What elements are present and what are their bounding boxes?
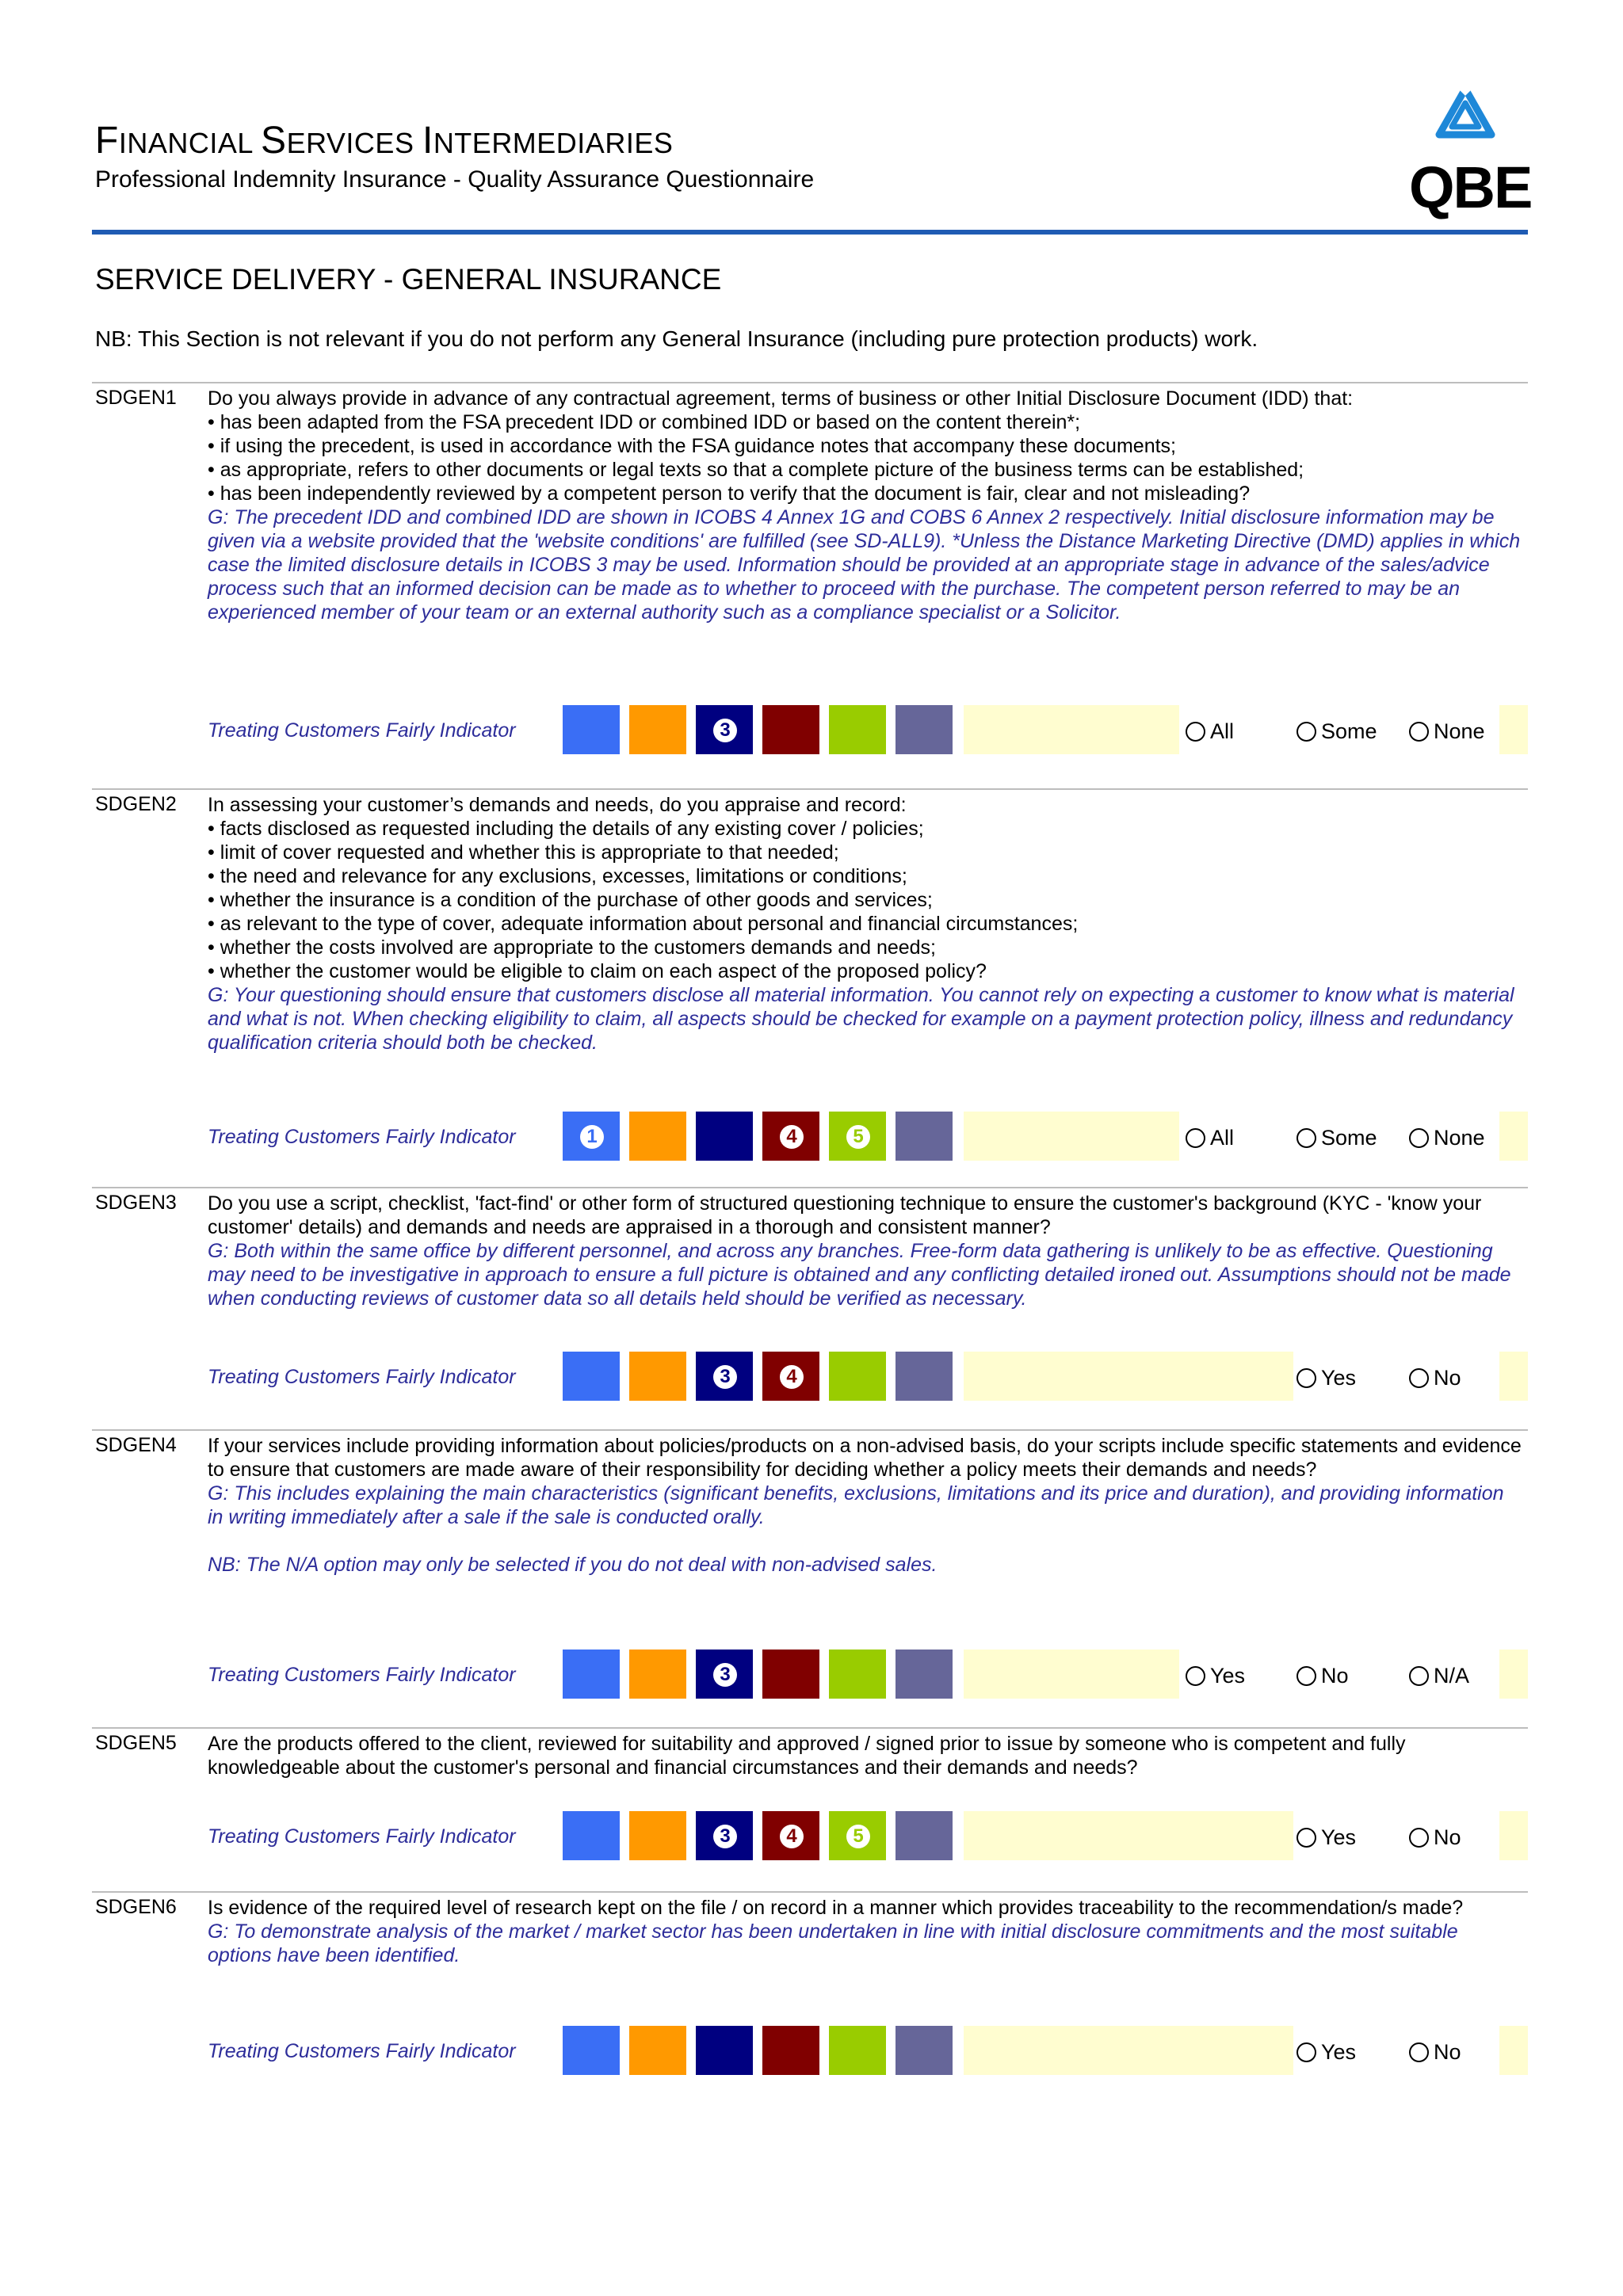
answer-field-end (1499, 1112, 1528, 1161)
radio-circle-icon[interactable] (1296, 2042, 1316, 2062)
tcf-indicator-number: 4 (780, 1365, 804, 1389)
tcf-indicator-4 (762, 705, 819, 754)
answer-comment-field[interactable] (964, 705, 1179, 754)
answer-field-end (1499, 1650, 1528, 1699)
radio-option-label: No (1434, 1825, 1461, 1849)
question-guidance: G: Both within the same office by different personnel, and across any branches. Free-form data gathering is unlikely to be as effective. Questioning may need to be investigative in approach to ensure a full picture is obtained and any conflicting detailed ironed out. Assumptions should not be made when conducting reviews of customer data so all details held should be verified as necessary. (208, 1240, 1511, 1310)
radio-option-no[interactable] (1409, 1366, 1461, 1390)
radio-option-label: All (1210, 1126, 1235, 1150)
tcf-indicator-5 (829, 705, 886, 754)
title-rest-intermediaries: NTERMEDIARIES (433, 127, 674, 159)
radio-option-label: All (1210, 719, 1235, 743)
section-title: SERVICE DELIVERY - GENERAL INSURANCE (95, 263, 722, 296)
tcf-label: Treating Customers Fairly Indicator (208, 1664, 516, 1686)
radio-option-label: None (1434, 1126, 1485, 1150)
tcf-indicator-3 (696, 2026, 753, 2075)
section-note: NB: This Section is not relevant if you do not perform any General Insurance (including pure protection products) work. (95, 326, 1258, 351)
question-code: SDGEN6 (95, 1896, 177, 1918)
tcf-indicator-6 (896, 1352, 953, 1401)
question-block-1 (92, 382, 1528, 743)
question-body (208, 1896, 1523, 1967)
question-text: In assessing your customer’s demands and needs, do you appraise and record: • facts disclosed as requested including the details of any existing cover / policies; • limit of cover requested and whether this is appropriate to that needed; • the need and relevance for any exclusions, excesses, limitations or conditions; • whether the insurance is a condition of the purchase of other goods and services; • as relevant to the type of cover, adequate information about personal and financial circumstances; • whether the costs involved are appropriate to the customers demands and needs; • whether the customer would be eligible to claim on each aspect of the proposed policy? (208, 794, 1079, 982)
question-text: If your services include providing information about policies/products on a non-advised basis, do your scripts include specific statements and evidence to ensure that customers are made aware of their responsibility for deciding whether a policy meets their demands and needs? (208, 1435, 1522, 1481)
question-body (208, 1192, 1523, 1310)
tcf-indicator-5 (829, 1112, 886, 1161)
tcf-indicator-row (92, 1811, 1528, 1862)
tcf-indicator-1 (563, 1112, 620, 1161)
header-divider (92, 230, 1528, 235)
tcf-indicator-row (92, 1352, 1528, 1402)
tcf-indicator-2 (629, 1650, 686, 1699)
document-title (95, 119, 673, 162)
qbe-logo-icon (1430, 82, 1501, 146)
radio-option-na[interactable] (1409, 1664, 1469, 1688)
question-guidance: G: The precedent IDD and combined IDD are shown in ICOBS 4 Annex 1G and COBS 6 Annex 2 respectively. Initial disclosure information may be given via a website provided that the 'website conditions' are fulfilled (see SD-ALL9). *Unless the Distance Marketing Directive (DMD) applies in which case the limited disclosure details in ICOBS 3 may be used. Information should be provided at an appropriate stage in advance of the sales/advice process such that an informed decision can be made as to whether to proceed with the purchase. The competent person referred to may be an experienced member of your team or an external authority such as a compliance specialist or a Solicitor. (208, 506, 1521, 624)
tcf-indicator-number: 4 (780, 1125, 804, 1149)
tcf-indicator-5 (829, 1811, 886, 1860)
question-text: Are the products offered to the client, reviewed for suitability and approved / signed prior to issue by someone who is competent and fully knowledgeable about the customer's personal and financial circumstances and their demands and needs? (208, 1733, 1406, 1779)
tcf-indicator-1 (563, 1650, 620, 1699)
tcf-indicator-number: 5 (846, 1125, 870, 1149)
tcf-indicator-4 (762, 1650, 819, 1699)
radio-option-yes[interactable] (1186, 1664, 1245, 1688)
radio-option-none[interactable] (1409, 1126, 1485, 1150)
tcf-indicator-4 (762, 1112, 819, 1161)
radio-circle-icon[interactable] (1409, 722, 1429, 742)
tcf-indicator-1 (563, 2026, 620, 2075)
tcf-indicator-4 (762, 1352, 819, 1401)
radio-option-label: No (1321, 1664, 1349, 1688)
tcf-indicator-number: 3 (713, 1365, 737, 1389)
radio-option-no[interactable] (1409, 2040, 1461, 2065)
tcf-indicator-row (92, 1112, 1528, 1162)
tcf-indicator-5 (829, 2026, 886, 2075)
tcf-label: Treating Customers Fairly Indicator (208, 2040, 516, 2062)
radio-option-label: Some (1321, 719, 1377, 743)
title-rest-financial: INANCIAL (118, 127, 262, 159)
tcf-indicator-6 (896, 2026, 953, 2075)
question-text: Is evidence of the required level of research kept on the file / on record in a manner which provides traceability to the recommendation/s made? (208, 1897, 1464, 1919)
question-guidance: G: Your questioning should ensure that customers disclose all material information. You cannot rely on expecting a customer to know what is material and what is not. When checking eligibility to claim, all aspects should be checked for example on a payment protection policy, illness and redundancy qualification criteria should both be checked. (208, 984, 1514, 1054)
tcf-indicator-number: 3 (713, 1663, 737, 1687)
answer-comment-field[interactable] (964, 1112, 1179, 1161)
answer-field-end (1499, 2026, 1528, 2075)
answer-field-end (1499, 705, 1528, 754)
radio-circle-icon[interactable] (1409, 2042, 1429, 2062)
radio-option-yes[interactable] (1296, 1366, 1356, 1390)
question-guidance: G: To demonstrate analysis of the market / market sector has been undertaken in line with initial disclosure commitments and the most suitable options have been identified. (208, 1920, 1458, 1966)
tcf-indicator-number: 1 (580, 1125, 604, 1149)
radio-option-yes[interactable] (1296, 2040, 1356, 2065)
radio-circle-icon[interactable] (1296, 722, 1316, 742)
tcf-indicator-row (92, 2026, 1528, 2077)
tcf-indicator-3 (696, 705, 753, 754)
tcf-indicator-6 (896, 1811, 953, 1860)
tcf-indicator-1 (563, 1811, 620, 1860)
answer-field-end (1499, 1811, 1528, 1860)
radio-circle-icon[interactable] (1186, 1666, 1205, 1686)
tcf-label: Treating Customers Fairly Indicator (208, 1366, 516, 1388)
radio-circle-icon[interactable] (1409, 1666, 1429, 1686)
question-block-4 (92, 1429, 1528, 1688)
radio-option-no[interactable] (1296, 1664, 1349, 1688)
qbe-logo-text: QBE (1409, 154, 1532, 220)
tcf-label: Treating Customers Fairly Indicator (208, 1126, 516, 1148)
radio-option-label: Yes (1321, 1825, 1357, 1849)
tcf-label: Treating Customers Fairly Indicator (208, 1825, 516, 1848)
tcf-indicator-5 (829, 1650, 886, 1699)
question-code: SDGEN1 (95, 387, 177, 409)
radio-option-label: Yes (1321, 2040, 1357, 2064)
document-subtitle: Professional Indemnity Insurance - Quality Assurance Questionnaire (95, 166, 815, 193)
tcf-indicator-3 (696, 1352, 753, 1401)
tcf-indicator-1 (563, 705, 620, 754)
question-guidance: G: This includes explaining the main characteristics (significant benefits, exclusions, limitations and its price and duration), and providing information in writing immediately after a sale if the sale is conducted orally. NB: The N/A option may only be selected if you do not deal with non-advised sales. (208, 1482, 1504, 1576)
tcf-indicator-2 (629, 1352, 686, 1401)
radio-circle-icon[interactable] (1186, 1128, 1205, 1148)
tcf-indicator-3 (696, 1650, 753, 1699)
question-code: SDGEN4 (95, 1434, 177, 1456)
tcf-indicator-number: 3 (713, 1825, 737, 1848)
radio-option-all[interactable] (1186, 719, 1234, 744)
tcf-indicator-6 (896, 705, 953, 754)
title-initial-i: I (422, 120, 433, 162)
question-block-2 (92, 788, 1528, 1150)
radio-circle-icon[interactable] (1296, 1666, 1316, 1686)
question-body (208, 1434, 1523, 1577)
tcf-indicator-4 (762, 2026, 819, 2075)
radio-circle-icon[interactable] (1409, 1368, 1429, 1388)
radio-option-yes[interactable] (1296, 1825, 1356, 1850)
radio-option-label: No (1434, 1366, 1461, 1390)
question-body (208, 793, 1523, 1055)
tcf-indicator-number: 4 (780, 1825, 804, 1848)
question-code: SDGEN5 (95, 1732, 177, 1754)
radio-circle-icon[interactable] (1409, 1828, 1429, 1848)
tcf-indicator-row (92, 1650, 1528, 1700)
tcf-indicator-4 (762, 1811, 819, 1860)
question-block-3 (92, 1187, 1528, 1390)
answer-field-end (1499, 1352, 1528, 1401)
radio-option-label: No (1434, 2040, 1461, 2064)
radio-circle-icon[interactable] (1296, 1368, 1316, 1388)
tcf-label: Treating Customers Fairly Indicator (208, 719, 516, 742)
tcf-indicator-2 (629, 2026, 686, 2075)
radio-option-label: Yes (1321, 1366, 1357, 1390)
question-code: SDGEN3 (95, 1192, 177, 1214)
question-block-6 (92, 1891, 1528, 2064)
radio-option-none[interactable] (1409, 719, 1485, 744)
question-text: Do you always provide in advance of any contractual agreement, terms of business or other Initial Disclosure Document (IDD) that: • has been adapted from the FSA precedent IDD or combined IDD or based on the content therein*; • if using the precedent, is used in accordance with the FSA guidance notes that accompany these documents; • as appropriate, refers to other documents or legal texts so that a complete picture of the business terms can be established; • has been independently reviewed by a competent person to verify that the document is fair, clear and not misleading? (208, 387, 1354, 505)
answer-comment-field[interactable] (964, 2026, 1293, 2075)
radio-circle-icon[interactable] (1186, 722, 1205, 742)
title-initial-f: F (95, 120, 119, 162)
question-body (208, 1732, 1523, 1779)
radio-circle-icon[interactable] (1409, 1128, 1429, 1148)
tcf-indicator-number: 5 (846, 1825, 870, 1848)
question-text: Do you use a script, checklist, 'fact-find' or other form of structured questioning technique to ensure the customer's background (KYC - 'know your customer' details) and demands and needs are appraised in a thorough and consistent manner? (208, 1192, 1482, 1238)
tcf-indicator-6 (896, 1650, 953, 1699)
tcf-indicator-2 (629, 1112, 686, 1161)
radio-option-some[interactable] (1296, 1126, 1377, 1150)
radio-option-no[interactable] (1409, 1825, 1461, 1850)
tcf-indicator-2 (629, 1811, 686, 1860)
tcf-indicator-1 (563, 1352, 620, 1401)
tcf-indicator-2 (629, 705, 686, 754)
radio-option-some[interactable] (1296, 719, 1377, 744)
qbe-logo (1409, 82, 1532, 220)
question-body (208, 387, 1523, 624)
radio-circle-icon[interactable] (1296, 1128, 1316, 1148)
tcf-indicator-3 (696, 1112, 753, 1161)
radio-option-all[interactable] (1186, 1126, 1234, 1150)
tcf-indicator-5 (829, 1352, 886, 1401)
tcf-indicator-3 (696, 1811, 753, 1860)
answer-comment-field[interactable] (964, 1811, 1293, 1860)
radio-option-label: Some (1321, 1126, 1377, 1150)
radio-option-label: None (1434, 719, 1485, 743)
radio-option-label: N/A (1434, 1664, 1470, 1688)
title-initial-s: S (261, 120, 287, 162)
answer-comment-field[interactable] (964, 1352, 1293, 1401)
title-rest-services: ERVICES (286, 127, 422, 159)
tcf-indicator-row (92, 705, 1528, 756)
question-block-5 (92, 1727, 1528, 1849)
tcf-indicator-6 (896, 1112, 953, 1161)
radio-option-label: Yes (1210, 1664, 1246, 1688)
answer-comment-field[interactable] (964, 1650, 1179, 1699)
radio-circle-icon[interactable] (1296, 1828, 1316, 1848)
tcf-indicator-number: 3 (713, 719, 737, 742)
question-code: SDGEN2 (95, 793, 177, 815)
